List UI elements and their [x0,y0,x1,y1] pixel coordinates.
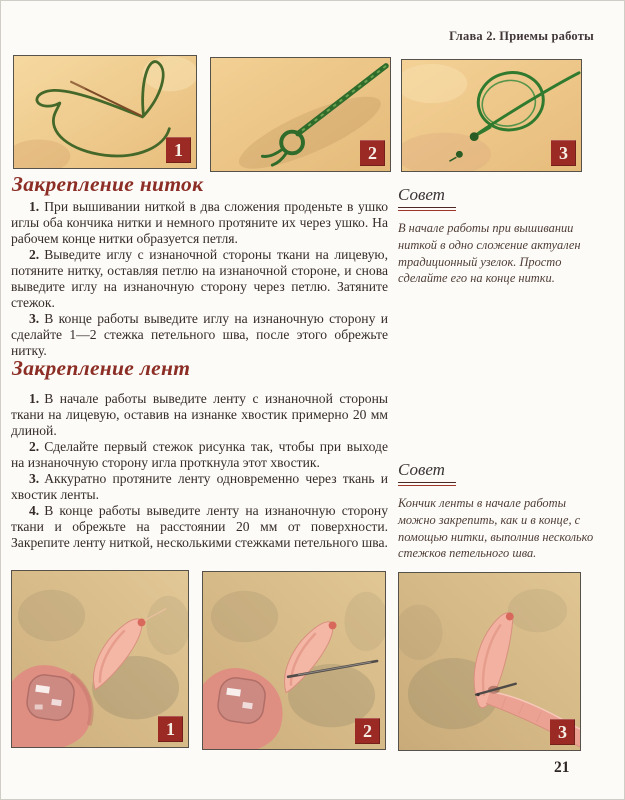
photo-ribbon-step-2 [202,571,386,750]
step-item [11,199,388,247]
step-item [11,471,388,503]
photo-step-badge: 2 [360,140,385,166]
photo-step-badge: 2 [355,718,380,744]
photo-ribbon-step-1 [11,570,189,748]
step-item [11,311,388,359]
chapter-header: Глава 2. Приемы работы [449,29,594,43]
tip-double-rule [398,482,456,486]
step-number: 3. [29,471,40,486]
section-heading-threads: Закрепление ниток [12,172,204,196]
step-number: 2. [29,247,40,262]
step-item [11,503,388,551]
photo-step-badge: 3 [550,719,575,745]
step-number: 4. [29,503,40,518]
photo-step-badge: 1 [166,137,191,163]
step-item [11,391,388,439]
tip-box-ribbons [398,460,598,562]
photo-thread-step-1 [13,55,197,169]
tip-double-rule [398,207,456,211]
photo-ribbon-step-3 [398,572,581,751]
tip-title: Совет [398,460,445,479]
tip-box-threads [398,185,598,287]
thread-steps [11,199,388,359]
step-text: В начале работы выведите ленту с изнаночной стороны ткани на лицевую, оставив на изнанке хвостик примерно 20 мм длиной. [11,391,388,438]
step-text: В конце работы выведите иглу на изнаночную сторону и сделайте 1—2 стежка петельного шва, после этого обрежьте нитку. [11,311,388,358]
step-item [11,247,388,311]
ribbon-steps [11,391,388,551]
photo-step-badge: 3 [551,140,576,166]
step-text: В конце работы выведите ленту на изнаночную сторону ткани и обрежьте на расстоянии 20 мм от поверхности. Закрепите ленту ниткой, несколькими стежками петельного шва. [11,503,388,550]
step-text: Аккуратно протяните ленту одновременно через ткань и хвостик ленты. [11,471,388,502]
step-text: При вышивании ниткой в два сложения проденьте в ушко иглы оба кончика нитки и немного протяните их через ушко. На рабочем конце нитки образуется петля. [11,199,388,246]
tip-text: Кончик ленты в начале работы можно закрепить, как и в конце, с помощью нитки, выполнив несколько стежков петельного шва. [398,496,594,561]
tip-title: Совет [398,185,445,204]
step-text: Сделайте первый стежок рисунка так, чтобы при выходе на изнаночную сторону игла проткнула этот хвостик. [11,439,388,470]
section-heading-ribbons: Закрепление лент [12,356,191,380]
tip-text: В начале работы при вышивании ниткой в одно сложение актуален традиционный узелок. Просто сделайте его на конце нитки. [398,221,581,286]
step-item [11,439,388,471]
step-number: 3. [29,311,40,326]
photo-thread-step-2 [210,57,391,172]
photo-thread-step-3 [401,59,582,172]
step-text: Выведите иглу с изнаночной стороны ткани на лицевую, потяните нитку, оставляя петлю на изнаночной стороне, и снова выведите иглу на изнаночную сторону через петлю. Затяните стежок. [11,247,388,310]
photo-step-badge: 1 [158,716,183,742]
step-number: 2. [29,439,40,454]
step-number: 1. [29,199,40,214]
step-number: 1. [29,391,40,406]
page-number: 21 [554,759,570,776]
